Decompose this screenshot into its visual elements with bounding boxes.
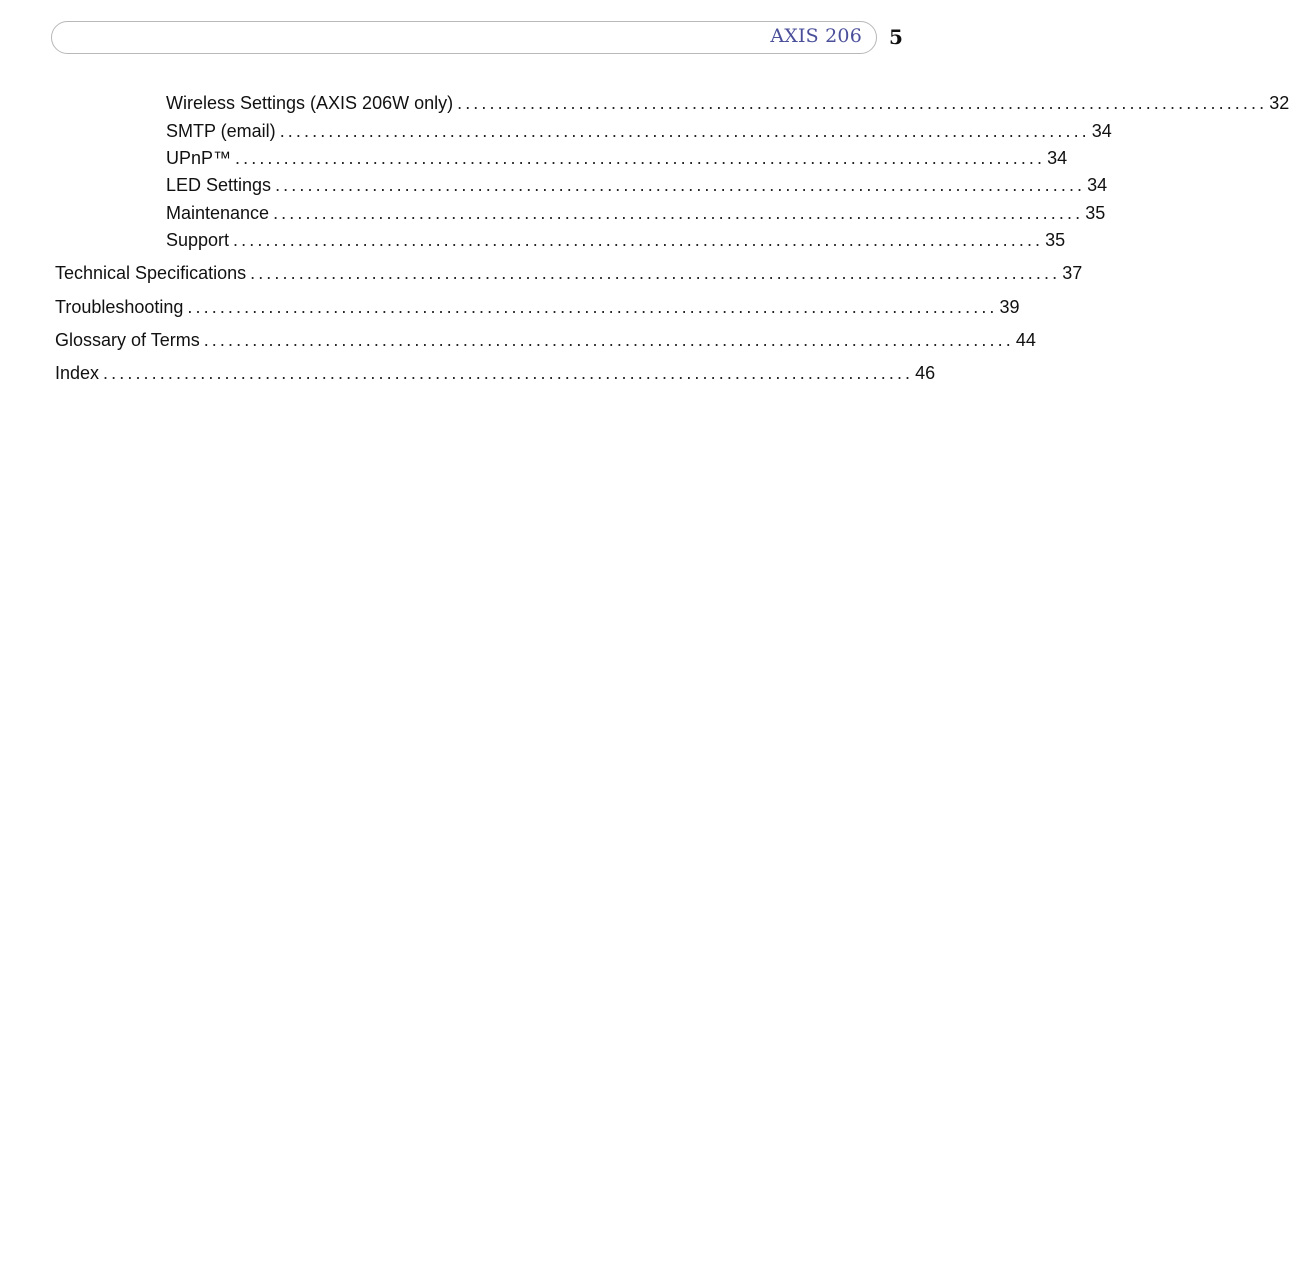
toc-leader-dots: .................................................................................................... (275, 175, 1086, 195)
toc-entry-page: 35 (1085, 203, 1106, 223)
toc-leader-dots: .................................................................................................... (187, 297, 998, 317)
toc-entry-troubleshooting[interactable] (55, 296, 1020, 318)
toc-entry-page: 34 (1091, 121, 1112, 141)
toc-entry-upnp[interactable] (166, 147, 1068, 169)
toc-entry-index[interactable] (55, 362, 936, 384)
toc-entry-title: Technical Specifications (55, 263, 247, 283)
toc-leader-dots: .................................................................................................... (279, 121, 1090, 141)
toc-entry-page: 44 (1015, 330, 1036, 350)
toc-entry-smtp[interactable] (166, 120, 1112, 142)
toc-entry-title: UPnP™ (166, 148, 232, 168)
toc-leader-dots: .................................................................................................... (103, 363, 914, 383)
toc-leader-dots: .................................................................................................... (250, 263, 1061, 283)
toc-entry-title: SMTP (email) (166, 121, 276, 141)
toc-leader-dots: .................................................................................................... (235, 148, 1046, 168)
toc-entry-page: 46 (915, 363, 936, 383)
toc-entry-page: 34 (1047, 148, 1068, 168)
toc-entry-title: Support (166, 230, 230, 250)
toc-entry-title: LED Settings (166, 175, 272, 195)
toc-leader-dots: .................................................................................................... (233, 230, 1044, 250)
toc-entry-title: Maintenance (166, 203, 270, 223)
toc-leader-dots: .................................................................................................... (457, 93, 1268, 113)
product-name: AXIS 206 (770, 25, 862, 47)
toc-entry-support[interactable] (166, 229, 1066, 251)
toc-entry-glossary-of-terms[interactable] (55, 329, 1036, 351)
toc-entry-page: 32 (1269, 93, 1289, 113)
toc-entry-page: 34 (1087, 175, 1108, 195)
toc-entry-maintenance[interactable] (166, 202, 1106, 224)
toc-entry-page: 37 (1062, 263, 1083, 283)
toc-entry-title: Troubleshooting (55, 297, 184, 317)
toc-leader-dots: .................................................................................................... (203, 330, 1014, 350)
toc-entry-title: Wireless Settings (AXIS 206W only) (166, 93, 454, 113)
toc-entry-title: Index (55, 363, 100, 383)
toc-leader-dots: .................................................................................................... (273, 203, 1084, 223)
header-bar (51, 21, 877, 54)
toc-entry-technical-specifications[interactable] (55, 262, 1083, 284)
toc-entry-title: Glossary of Terms (55, 330, 200, 350)
toc-entry-page: 39 (999, 297, 1020, 317)
page-number: 5 (889, 25, 903, 49)
toc-entry-page: 35 (1045, 230, 1066, 250)
toc-entry-led-settings[interactable] (166, 174, 1108, 196)
toc-entry-wireless-settings[interactable] (166, 92, 1289, 114)
